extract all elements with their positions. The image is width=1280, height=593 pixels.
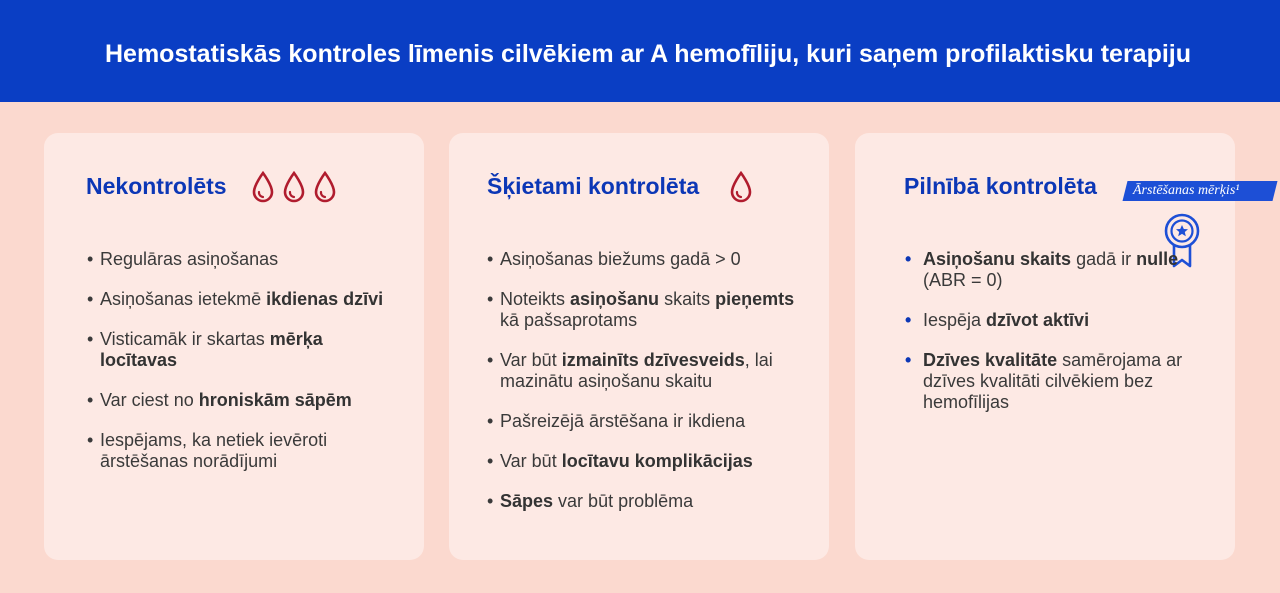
item-text: , lai mazinātu asiņošanu skaitu [500,350,773,391]
bullet-icon: • [487,289,494,309]
list-item [486,350,796,392]
bullet-icon: • [87,329,94,349]
list-item [86,329,386,371]
bullet-icon: • [905,310,912,330]
item-text: Var būt [500,451,562,471]
item-text: (ABR = 0) [923,270,1003,290]
item-text: Iespējams, ka netiek ievēroti ārstēšanas norādījumi [100,430,328,471]
item-text: Pašreizējā ārstēšana ir ikdiena [500,411,746,431]
emphasized-text: locītavu komplikācijas [561,451,753,471]
list-item [86,249,386,270]
emphasized-text: asiņošanu [570,289,660,309]
emphasized-text: ikdienas dzīvi [266,289,384,309]
bullet-icon: • [487,411,494,431]
list-item [486,411,796,432]
item-text: Noteikts [500,289,571,309]
item-text: samērojama ar dzīves kvalitāti cilvēkiem bez hemofīlijas [923,350,1183,412]
emphasized-text: izmainīts dzīvesveids [561,350,745,370]
item-text: kā pašsaprotams [500,310,638,330]
list-item [86,289,386,310]
bullet-icon: • [905,350,912,370]
list-item [86,430,386,472]
item-text: Visticamāk ir skartas [100,329,270,349]
emphasized-text: hroniskām sāpēm [198,390,352,410]
blood-drop-icon [313,171,337,203]
blood-drop-icon [251,171,275,203]
item-text: gadā ir [1071,249,1137,269]
list-item [86,390,386,411]
header-banner [0,0,1280,102]
apparently-controlled-list [486,249,796,531]
emphasized-text: Dzīves kvalitāte [923,350,1058,370]
list-item [905,249,1205,291]
emphasized-text: dzīvot aktīvi [986,310,1090,330]
bullet-icon: • [87,390,94,410]
item-text: Var būt [500,350,562,370]
page-title: Hemostatiskās kontroles līmenis cilvēkiem ar A hemofīliju, kuri saņem profilaktisku terapiju [104,40,1192,68]
card-title-uncontrolled: Nekontrolēts [86,173,227,199]
list-item [486,289,796,331]
bullet-icon: • [905,249,912,269]
bullet-icon: • [87,289,94,309]
item-text: var būt problēma [553,491,694,511]
emphasized-text: Sāpes [500,491,554,511]
list-item [905,350,1205,413]
bullet-icon: • [87,430,94,450]
item-text: Iespēja [923,310,987,330]
item-text: Asiņošanas ietekmē [100,289,267,309]
bullet-icon: • [487,249,494,269]
card-title-fully-controlled: Pilnībā kontrolēta [904,173,1097,199]
item-text: Var ciest no [100,390,199,410]
treatment-goal-label: Ārstēšanas mērķis¹ [1133,183,1240,198]
emphasized-text: pieņemts [715,289,795,309]
emphasized-text: mērķa locītavas [100,329,323,370]
bullet-icon: • [487,491,494,511]
bullet-icon: • [87,249,94,269]
list-item [486,249,796,270]
uncontrolled-list [86,249,386,491]
blood-drop-icon [729,171,753,203]
blood-drop-icon [282,171,306,203]
bullet-icon: • [487,350,494,370]
list-item [486,451,796,472]
item-text: Regulāras asiņošanas [100,249,279,269]
emphasized-text: nulle [1136,249,1179,269]
item-text: skaits [659,289,716,309]
item-text: Asiņošanas biežums gadā > 0 [500,249,741,269]
emphasized-text: Asiņošanu skaits [923,249,1072,269]
list-item [905,310,1205,331]
fully-controlled-list [905,249,1205,432]
list-item [486,491,796,512]
bullet-icon: • [487,451,494,471]
card-title-apparently-controlled: Šķietami kontrolēta [487,173,700,199]
